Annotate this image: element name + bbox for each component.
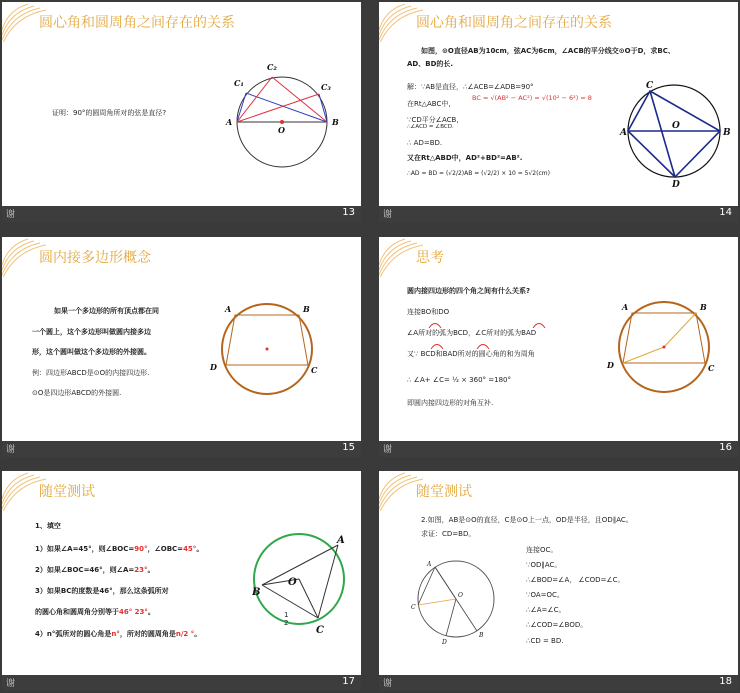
label-b: B: [252, 587, 261, 598]
step-2: 在Rt△ABC中,: [407, 100, 451, 108]
step-3: ∵CD平分∠ACB,: [407, 116, 459, 124]
slide-17[interactable]: [2, 471, 361, 691]
slide-title: 圆心角和圆周角之间存在的关系: [416, 15, 612, 31]
label-c3: C₃: [321, 82, 331, 92]
circle-figure: [409, 557, 509, 647]
label-d: D: [210, 362, 217, 372]
inscribed-quadrilateral-figure: [207, 297, 327, 397]
line-5: 即圆内接四边形的对角互补.: [407, 399, 494, 407]
line-2: ∠A所对的弧为BCD，∠C所对的弧为BAD: [407, 329, 537, 337]
solution-line-5: ∴∠A=∠C。: [526, 606, 566, 614]
question: 圆内接四边形的四个角之间有什么关系?: [407, 287, 531, 295]
solution-line-1: 连接OC。: [526, 546, 558, 554]
slide-footer: [2, 206, 361, 222]
section-heading: 1、填空: [35, 522, 61, 530]
slide-number: 15: [342, 442, 355, 453]
footer-label: 谢: [6, 210, 16, 220]
proof-text: 证明：90°的圆周角所对的弦是直径?: [52, 109, 167, 117]
step-6: 又在Rt△ABD中，AD²+BD²=AB².: [407, 154, 523, 162]
definition-line-3: 形，这个圆叫做这个多边形的外接圆。: [32, 348, 151, 356]
label-b: B: [723, 128, 731, 138]
slide-number: 18: [719, 676, 732, 687]
definition-line-1: 如果一个多边形的所有顶点都在同: [54, 307, 159, 315]
label-b: B: [303, 304, 310, 314]
slide-title: 圆内接多边形概念: [39, 250, 151, 266]
step-7: ∴AD = BD = (√2/2)AB = (√2/2) × 10 = 5√2(cm): [407, 170, 550, 177]
solution-line-4: ∵OA=OC。: [526, 591, 564, 599]
label-a: A: [620, 128, 627, 138]
footer-label: 谢: [6, 445, 16, 455]
step-5: ∴ AD=BD.: [407, 139, 443, 147]
question-2: 2）如果∠BOC=46°，则∠A=23°。: [35, 566, 155, 574]
circle-figure: [617, 74, 735, 192]
step-4: ∴∠ACD = ∠BCD.: [407, 124, 454, 130]
problem-line-1: 如图，⊙O直径AB为10cm，弦AC为6cm，∠ACB的平分线交⊙O于D，求BC、: [421, 47, 675, 55]
label-d: D: [442, 639, 447, 646]
slide-title: 圆心角和圆周角之间存在的关系: [39, 15, 235, 31]
line-3: 又∵ BCD和BAD所对的圆心角的和为周角: [407, 350, 535, 358]
label-c: C: [708, 363, 715, 373]
slide-footer: [2, 675, 361, 691]
label-c: C: [411, 604, 416, 611]
label-c: C: [311, 365, 318, 375]
question-1: 1）如果∠A=45°，则∠BOC=90°，∠OBC=45°。: [35, 545, 204, 553]
label-c2: C₂: [267, 62, 277, 72]
slide-title: 随堂测试: [416, 484, 472, 500]
label-d: D: [607, 360, 614, 370]
circle-figure: [252, 527, 352, 647]
slide-13[interactable]: [2, 2, 361, 222]
definition-line-2: 一个圆上，这个多边形叫做圆内接多边: [32, 328, 151, 336]
slide-title: 随堂测试: [39, 484, 95, 500]
label-c1: C₁: [234, 78, 244, 88]
example-line-2: ⊙O是四边形ABCD的外接圆.: [32, 389, 122, 397]
label-a: A: [427, 561, 432, 568]
circle-figure: [224, 60, 344, 170]
slide-number: 17: [342, 676, 355, 687]
label-a: A: [337, 535, 345, 546]
label-b: B: [332, 117, 339, 127]
label-c: C: [316, 625, 324, 636]
question-3-line-1: 3）如果BC的度数是46°，那么这条弧所对: [35, 587, 169, 595]
problem-line-2: 求证：CD=BD。: [421, 530, 476, 538]
footer-label: 谢: [6, 679, 16, 689]
label-b: B: [700, 302, 707, 312]
slide-footer: [2, 441, 361, 457]
solution-line-6: ∴∠COD=∠BOD。: [526, 621, 588, 629]
solution-line-7: ∴CD = BD.: [526, 637, 564, 645]
question-4: 4）n°弧所对的圆心角是n°，所对的圆周角是n/2 °。: [35, 630, 202, 638]
slide-footer: [379, 675, 738, 691]
solution-line-2: ∵OD∥AC。: [526, 561, 562, 569]
slide-footer: [379, 441, 738, 457]
slide-footer: [379, 206, 738, 222]
label-a: A: [225, 304, 232, 314]
question-3-line-2: 的圆心角和圆周角分别等于46° 23°。: [35, 608, 155, 616]
label-a: A: [622, 302, 629, 312]
fraction-half: 1 2: [284, 611, 289, 627]
label-o: O: [672, 121, 680, 131]
footer-label: 谢: [383, 210, 393, 220]
line-4: ∴ ∠A+ ∠C= ½ × 360° =180°: [407, 376, 511, 384]
footer-label: 谢: [383, 679, 393, 689]
slide-number: 13: [342, 207, 355, 218]
line-1: 连接BO和DO: [407, 308, 450, 316]
slide-16[interactable]: [379, 237, 738, 457]
solution-line-3: ∴∠BOD=∠A， ∠COD=∠C。: [526, 576, 625, 584]
slide-18[interactable]: [379, 471, 738, 691]
footer-label: 谢: [383, 445, 393, 455]
label-a: A: [226, 117, 233, 127]
step-1: 解：∵AB是直径，∴∠ACB=∠ADB=90°: [407, 83, 534, 91]
label-o: O: [458, 592, 463, 599]
slide-number: 14: [719, 207, 732, 218]
step-2-formula: BC = √(AB² − AC²) = √(10² − 6²) = 8: [472, 94, 592, 102]
inscribed-quadrilateral-figure: [604, 295, 729, 395]
label-o: O: [278, 125, 285, 135]
example-line-1: 例：四边形ABCD是⊙O的内接四边形.: [32, 369, 150, 377]
problem-line-1: 2.如图，AB是⊙O的直径，C是⊙O上一点，OD是半径，且OD∥AC。: [421, 516, 633, 524]
label-b: B: [479, 632, 484, 639]
label-c: C: [646, 81, 654, 91]
slide-title: 思考: [416, 250, 444, 266]
problem-line-2: AD、BD的长.: [407, 60, 454, 68]
slide-number: 16: [719, 442, 732, 453]
label-o: O: [288, 577, 297, 588]
label-d: D: [672, 180, 680, 190]
slide-14[interactable]: [379, 2, 738, 222]
slide-15[interactable]: [2, 237, 361, 457]
